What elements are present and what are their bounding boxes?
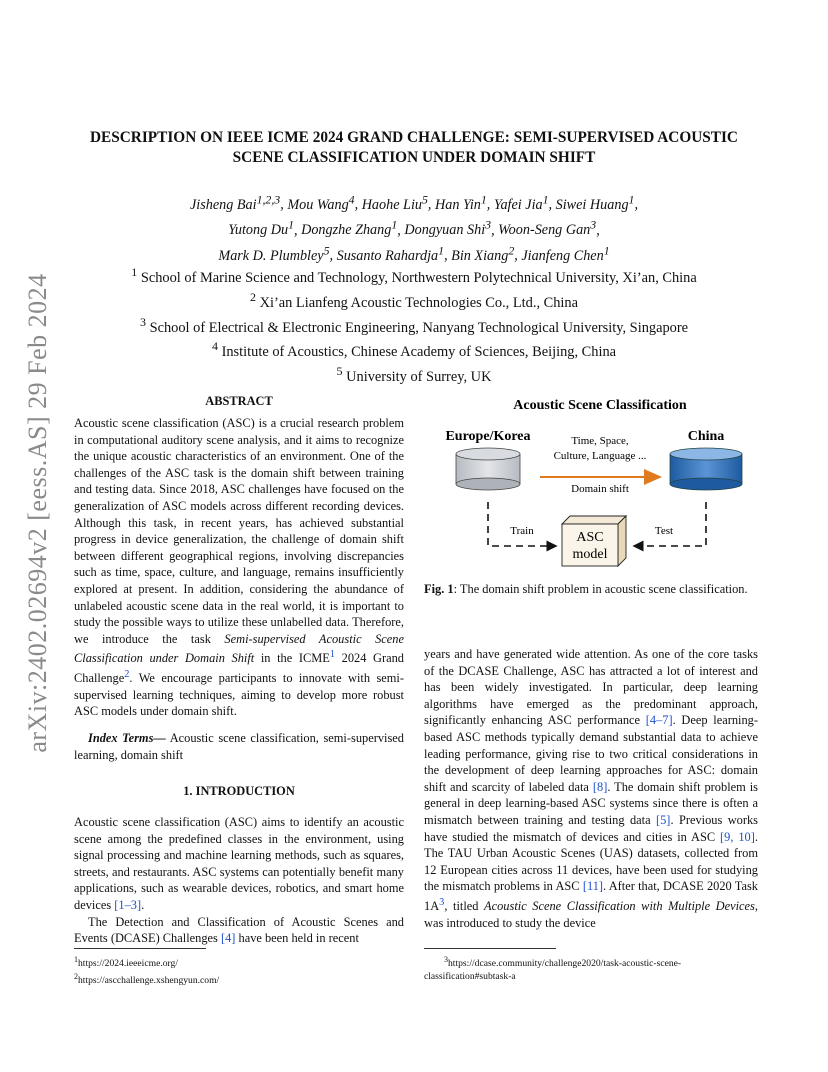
source-database-icon xyxy=(456,448,520,490)
author: Susanto Rahardja$^1$ xyxy=(336,243,445,265)
author: Mou Wang$^4$ xyxy=(287,192,355,213)
author: Han Yin$^1$ xyxy=(435,192,487,213)
model-label-line2: model xyxy=(572,547,608,562)
citation-link[interactable]: [8] xyxy=(592,779,608,794)
test-label: Test xyxy=(654,525,674,537)
affiliation: $^1$ School of Marine Science and Technology, Northwestern Polytechnical University, Xi’an, China xyxy=(131,265,697,286)
index-terms: Index Terms— Acoustic scene classification, semi-supervised learning, domain shift xyxy=(74,731,404,762)
abstract-heading: ABSTRACT xyxy=(205,394,273,408)
affiliation: $^5$ University of Surrey, UK xyxy=(336,364,492,385)
footnote-rule xyxy=(74,948,206,949)
footnote-link[interactable]: 3 xyxy=(439,896,445,908)
citation-link[interactable]: [4] xyxy=(220,931,236,946)
author: Dongyuan Shi$^3$ xyxy=(404,217,492,239)
author: Woon-Seng Gan$^3$ xyxy=(498,217,597,239)
footnotes-right xyxy=(424,953,724,983)
left-domain-label: Europe/Korea xyxy=(445,429,531,444)
figure-caption: Fig. 1: The domain shift problem in acoustic scene classification. xyxy=(424,582,748,596)
citation-link[interactable]: [4–7] xyxy=(645,713,673,728)
author: Jisheng Bai$^{1,2,3}$ xyxy=(189,192,281,213)
affiliation: $^3$ School of Electrical & Electronic Engineering, Nanyang Technological University, Singapore xyxy=(139,314,689,336)
footnote: $^1$https://2024.ieeeicme.org/ xyxy=(74,955,179,970)
asc-model-box xyxy=(562,516,626,566)
paper-title: DESCRIPTION ON IEEE ICME 2024 GRAND CHALLENGE: SEMI-SUPERVISED ACOUSTIC SCENE CLASSIFICATION UNDER DOMAIN SHIFT xyxy=(90,129,738,166)
target-database-icon xyxy=(670,448,742,490)
arxiv-identifier xyxy=(18,273,58,753)
citation-link[interactable]: [5] xyxy=(655,812,671,827)
footnote-link[interactable]: 1 xyxy=(329,649,336,661)
affiliation: $^4$ Institute of Acoustics, Chinese Academy of Sciences, Beijing, China xyxy=(211,339,617,361)
author: Mark D. Plumbley$^5$ xyxy=(218,243,330,265)
author: Yafei Jia$^1$ xyxy=(493,192,549,213)
author: Yutong Du$^1$ xyxy=(228,217,294,239)
footnote: $^2$https://ascchallenge.xshengyun.com/ xyxy=(74,972,220,987)
model-label-line1: ASC xyxy=(576,530,604,545)
author: Siwei Huang$^1$ xyxy=(555,192,635,213)
train-label: Train xyxy=(510,525,534,537)
figure-1-diagram xyxy=(424,388,760,568)
domain-shift-label: Domain shift xyxy=(571,483,629,495)
figure-title: Acoustic Scene Classification xyxy=(513,398,687,413)
abstract-body: Acoustic scene classification (ASC) is a crucial research problem in computational auditory scene analysis, and it aims to recognize the unique acoustic characteristics of an environment. One of the challenges of the ASC task is the domain shift between training and testing data. Since 2018, ASC challenges have focused on the generalization of ASC models across different recording devices. Although this task, in recent years, has achieved substantial progress in device generalization, the challenge of domain shift between different geographical regions, involving discrepancies such as time, space, culture, and language, remains insufficiently explored at present. In addition, considering the abundance of unlabeled acoustic scene data in the real world, it is important to study the possible ways to utilize these unlabelled data. Therefore, we introduce the task Semi-supervised Acoustic Scene Classification under Domain Shift in the ICME$^1$ 2024 Grand Challenge$^2$. We encourage participants to innovate with semi-supervised learning techniques, aiming to develop more robust ASC models under domain shift. xyxy=(74,416,404,719)
affiliations xyxy=(90,263,738,387)
author: Bin Xiang$^2$ xyxy=(451,243,515,265)
citation-link[interactable]: [9, 10] xyxy=(720,829,755,844)
author: Dongzhe Zhang$^1$ xyxy=(301,217,398,239)
index-terms-label: Index Terms— xyxy=(88,731,166,745)
footnote-link[interactable]: 2 xyxy=(124,669,130,681)
author: Jianfeng Chen$^1$ xyxy=(521,243,610,265)
author: Haohe Liu$^5$ xyxy=(361,192,428,213)
figure-caption-label: Fig. 1 xyxy=(424,582,454,596)
introduction-body: Acoustic scene classification (ASC) aims to identify an acoustic scene among the predefined classes in the environment, using signal processing and machine learning methods, such as squares, streets, and restaurants. ASC systems can potentially benefit many applications, such as wearable devices, robotics, and smart home devices [1–3]. The Detection and Classification of Acoustic Scenes and Events (DCASE) Challenges [4] have been held in recent xyxy=(74,815,404,946)
footnote: $^3$https://dcase.community/challenge2020/task-acoustic-scene-classification#subtask-a xyxy=(424,955,682,983)
shift-factors-line2: Culture, Language ... xyxy=(553,450,647,462)
arxiv-id-text: arXiv:2402.02694v2 [eess.AS] 29 Feb 2024 xyxy=(23,273,52,753)
citation-link[interactable]: [1–3] xyxy=(114,897,142,912)
shift-factors-line1: Time, Space, xyxy=(571,435,629,447)
footnote-rule xyxy=(424,948,556,949)
footnotes-left xyxy=(74,953,404,987)
affiliation: $^2$ Xi’an Lianfeng Acoustic Technologies Co., Ltd., China xyxy=(249,289,579,311)
test-path-arrow xyxy=(634,502,706,546)
introduction-body-continued: years and have generated wide attention. As one of the core tasks of the DCASE Challenge, ASC has attracted a lot of interest and has been widely investigated. In particular, deep learning algorithms have emerged as the predominant approach, significantly enhancing ASC performance [4–7]. Deep learning-based ASC methods typically demand substantial data to achieve leading performance, giving rise to two critical considerations in the development of deep learning approaches for ASC: domain shift and scarcity of labeled data [8]. The domain shift problem is general in deep learning-based ASC systems since there is often a mismatch between training and testing data [5]. Previous works have studied the mismatch of devices and cities in ASC [9, 10]. The TAU Urban Acoustic Scenes (UAS) datasets, collected from 12 European cities across 11 devices, have been used for studying the mismatch problems in ASC [11]. After that, DCASE 2020 Task 1A$^3$, titled Acoustic Scene Classification with Multiple Devices, was introduced to study the device xyxy=(424,647,758,930)
author-list: Jisheng Bai$^{1,2,3}$, Mou Wang$^4$, Haohe Liu$^5$, Han Yin$^1$, Yafei Jia$^1$, Siwei Huang$^1$, Yutong Du$^1$, Dongzhe Zhang$^1$, Dongyuan Shi$^3$, Woon-Seng Gan$^3$, Mark D. Plumbley$^5$, Susanto Rahardja$^1$, Bin Xiang$^2$, Jianfeng Chen$^1$ xyxy=(189,192,639,265)
train-path-arrow xyxy=(488,502,556,546)
right-domain-label: China xyxy=(687,429,725,444)
citation-link[interactable]: [11] xyxy=(582,879,604,894)
section-heading-introduction: 1. INTRODUCTION xyxy=(183,784,295,798)
